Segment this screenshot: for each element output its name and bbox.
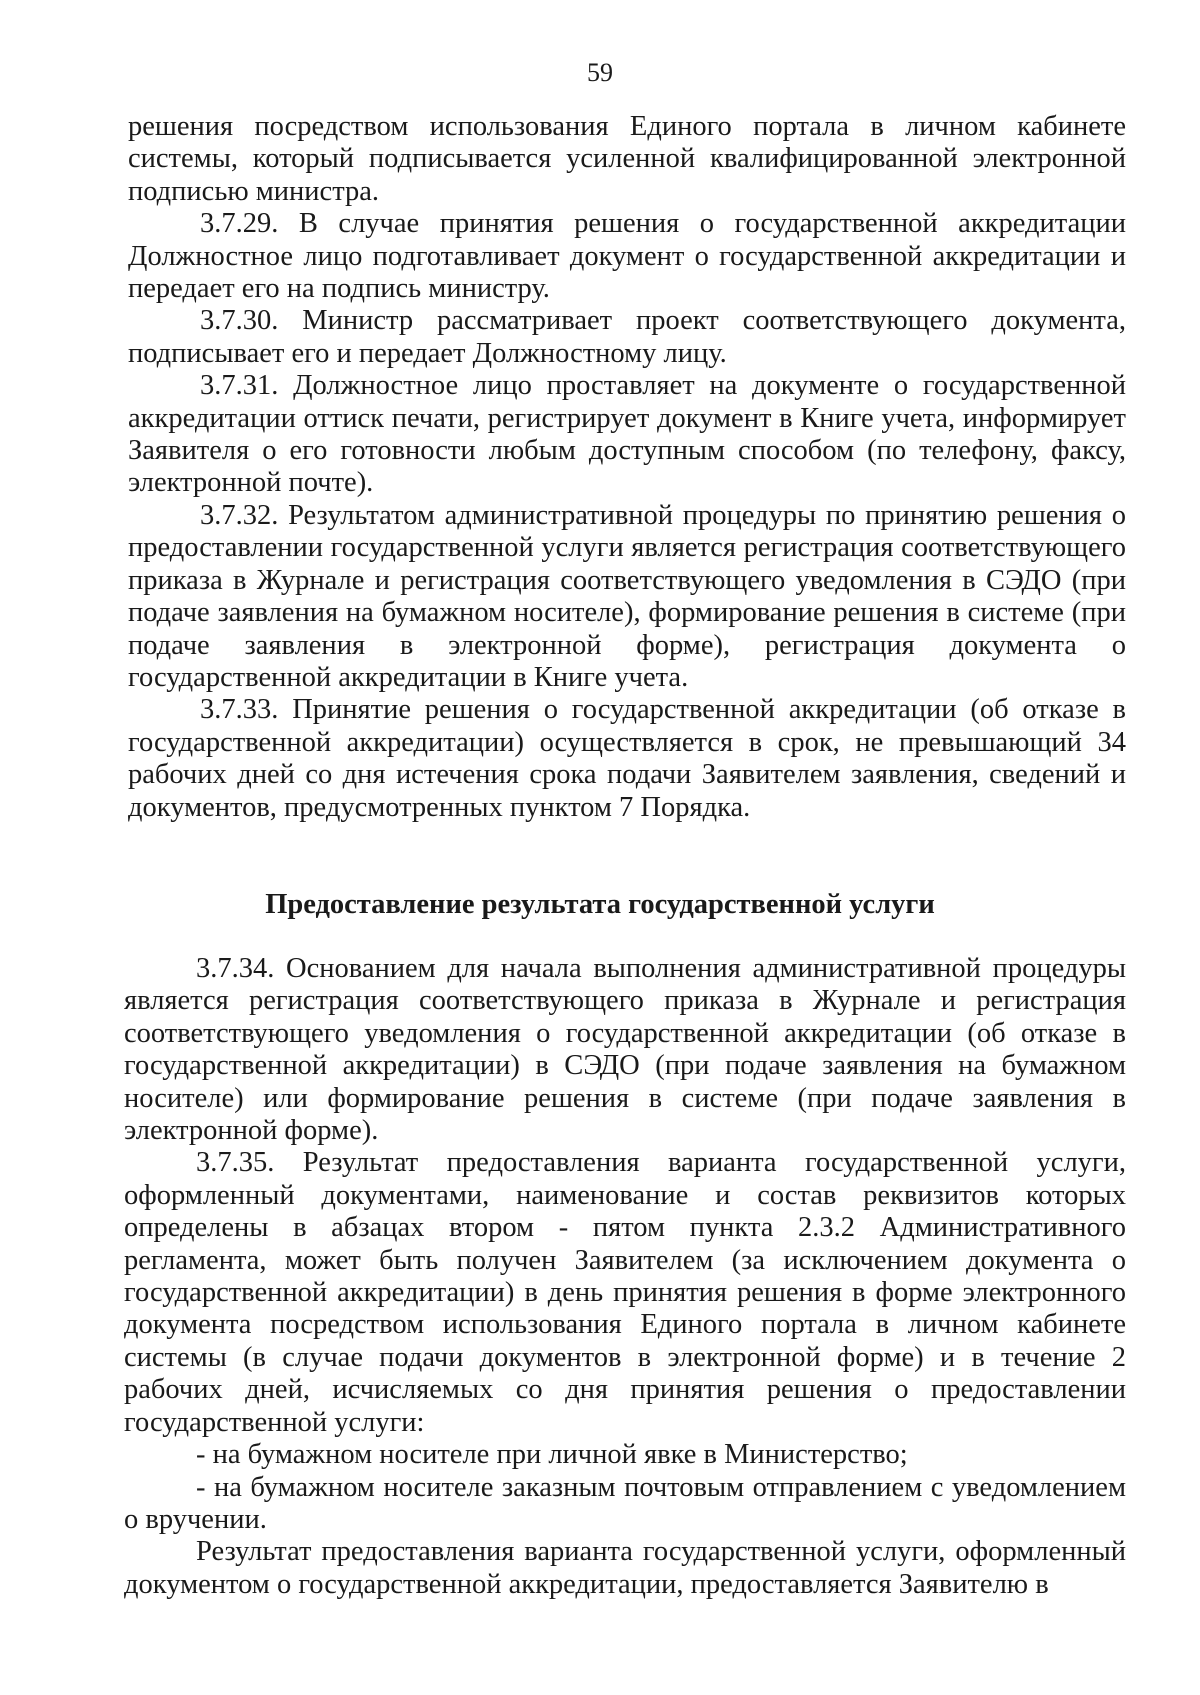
paragraph-3-7-31: 3.7.31. Должностное лицо проставляет на документе о государственной аккредитации оттиск печати, регистрирует документ в Книге учета, информирует Заявителя о его готовности любым доступным способом (по телефону, факсу, электронной почте). bbox=[128, 370, 1126, 499]
paragraph-result-document: Результат предоставления варианта государственной услуги, оформленный документом о государственной аккредитации, предоставляется Заявителю в bbox=[124, 1536, 1126, 1600]
text-block-bottom bbox=[124, 953, 1126, 1601]
paragraph-3-7-35: 3.7.35. Результат предоставления варианта государственной услуги, оформленный документами, наименование и состав реквизитов которых определены в абзацах втором - пятом пункта 2.3.2 Административного регламента, может быть получен Заявителем (за исключением документа о государственной аккредитации) в день принятия решения в форме электронного документа посредством использования Единого портала в личном кабинете системы (в случае подачи документов в электронной форме) и в течение 2 рабочих дней, исчисляемых со дня принятия решения о предоставлении государственной услуги: bbox=[124, 1147, 1126, 1438]
section-heading: Предоставление результата государственной услуги bbox=[265, 889, 935, 920]
list-item-registered-mail: - на бумажном носителе заказным почтовым отправлением с уведомлением о вручении. bbox=[124, 1471, 1126, 1535]
paragraph-3-7-34: 3.7.34. Основанием для начала выполнения административной процедуры является регистрация соответствующего приказа в Журнале и регистрация соответствующего уведомления о государственной аккредитации (об отказе в государственной аккредитации) в СЭДО (при подаче заявления на бумажном носителе) или формирование решения в системе (при подаче заявления в электронной форме). bbox=[124, 953, 1126, 1147]
paragraph-3-7-29: 3.7.29. В случае принятия решения о государственной аккредитации Должностное лицо подготавливает документ о государственной аккредитации и передает его на подпись министру. bbox=[128, 208, 1126, 305]
paragraph-3-7-32: 3.7.32. Результатом административной процедуры по принятию решения о предоставлении государственной услуги является регистрация соответствующего приказа в Журнале и регистрация соответствующего уведомления в СЭДО (при подаче заявления на бумажном носителе), формирование решения в системе (при подаче заявления в электронной форме), регистрация документа о государственной аккредитации в Книге учета. bbox=[128, 499, 1126, 693]
paragraph-3-7-33: 3.7.33. Принятие решения о государственной аккредитации (об отказе в государственной аккредитации) осуществляется в срок, не превышающий 34 рабочих дней со дня истечения срока подачи Заявителем заявления, сведений и документов, предусмотренных пунктом 7 Порядка. bbox=[128, 694, 1126, 823]
page-number: 59 bbox=[587, 58, 613, 87]
paragraph-3-7-30: 3.7.30. Министр рассматривает проект соответствующего документа, подписывает его и передает Должностному лицу. bbox=[128, 305, 1126, 369]
paragraph-continuation: решения посредством использования Единого портала в личном кабинете системы, который подписывается усиленной квалифицированной электронной подписью министра. bbox=[128, 111, 1126, 207]
list-item-personal-visit: - на бумажном носителе при личной явке в Министерство; bbox=[196, 1439, 908, 1471]
text-block-top bbox=[128, 111, 1126, 824]
